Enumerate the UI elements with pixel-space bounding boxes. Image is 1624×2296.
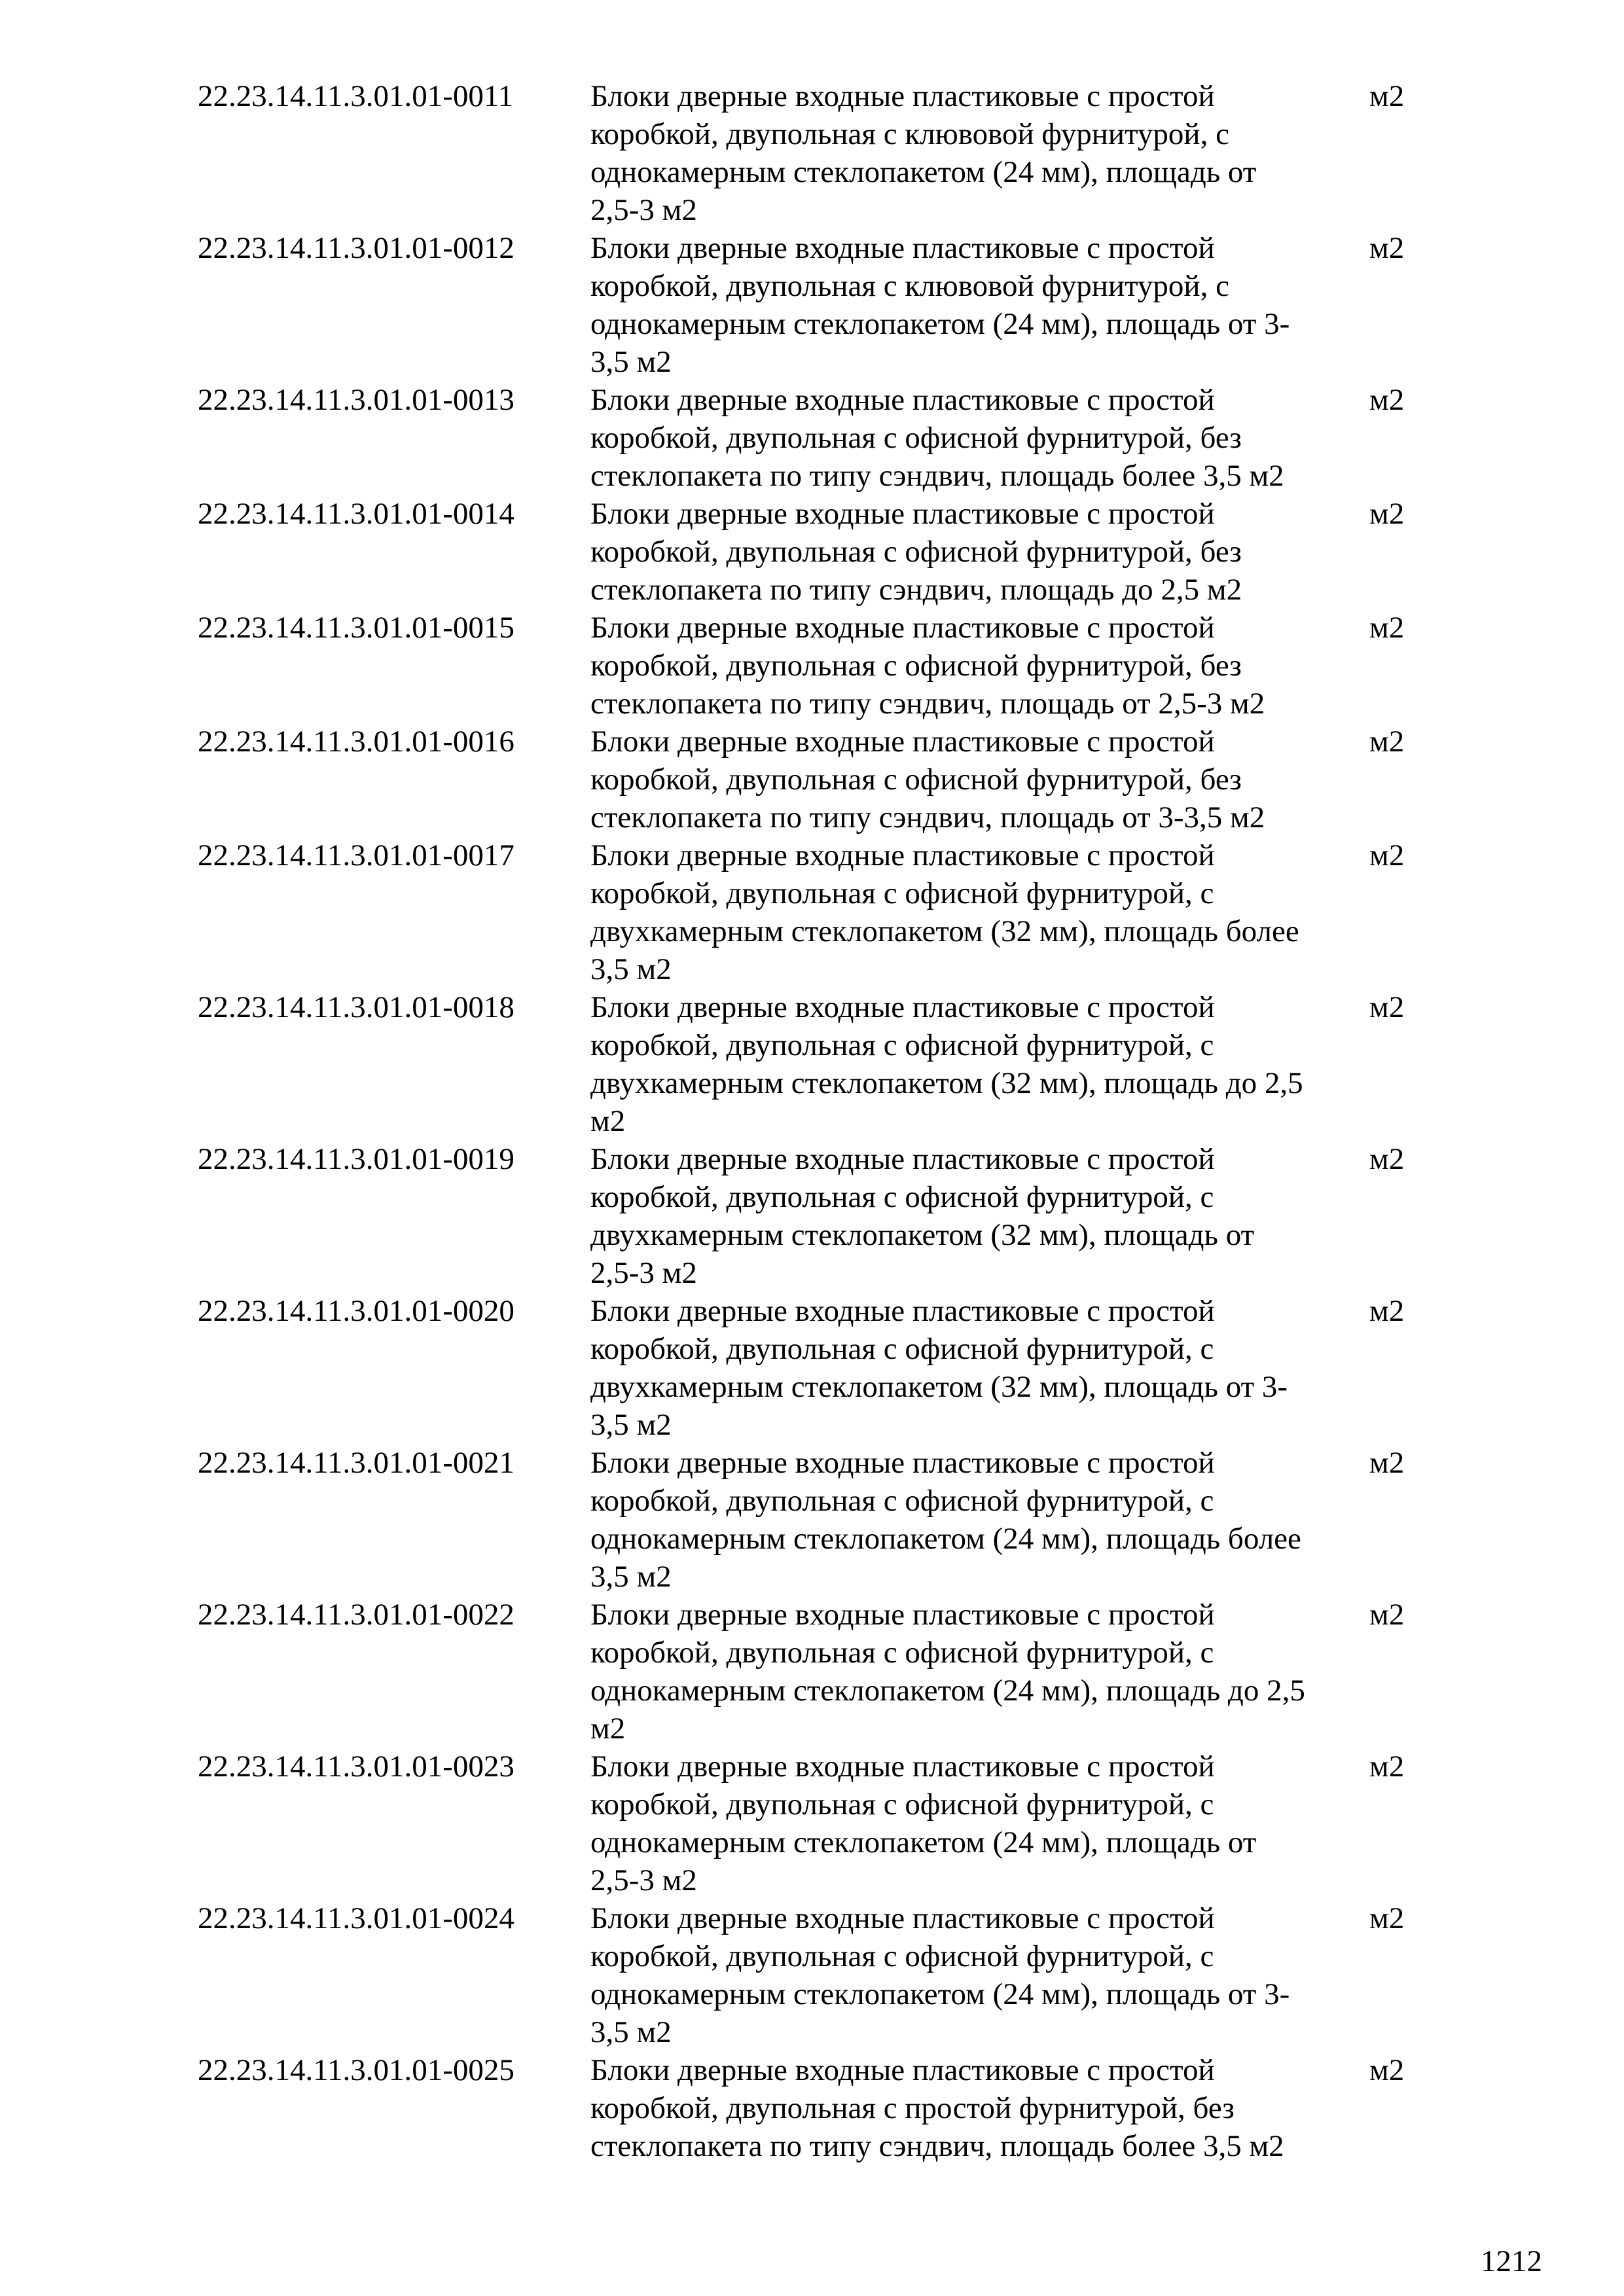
description-line: однокамерным стеклопакетом (24 мм), площадь от 3- bbox=[590, 1977, 1290, 2011]
description-line: Блоки дверные входные пластиковые с простой bbox=[590, 1598, 1215, 1632]
item-unit: м2 bbox=[1369, 1901, 1405, 1935]
description-line: однокамерным стеклопакетом (24 мм), площадь от bbox=[590, 155, 1257, 189]
description-line: Блоки дверные входные пластиковые с простой bbox=[590, 1142, 1215, 1176]
description-line: двухкамерным стеклопакетом (32 мм), площадь более bbox=[590, 914, 1299, 948]
item-unit: м2 bbox=[1369, 1749, 1405, 1784]
table-row bbox=[198, 1748, 1428, 1899]
description-line: 3,5 м2 bbox=[590, 1408, 672, 1442]
description-line: Блоки дверные входные пластиковые с простой bbox=[590, 990, 1215, 1024]
table-row bbox=[198, 1899, 1428, 2051]
description-line: 2,5-3 м2 bbox=[590, 1256, 697, 1290]
item-code: 22.23.14.11.3.01.01-0021 bbox=[198, 1446, 514, 1480]
item-code: 22.23.14.11.3.01.01-0019 bbox=[198, 1142, 514, 1176]
item-unit: м2 bbox=[1369, 1446, 1405, 1480]
description-line: коробкой, двупольная с офисной фурнитурой, без bbox=[590, 535, 1242, 569]
description-line: Блоки дверные входные пластиковые с простой bbox=[590, 383, 1215, 417]
description-line: Блоки дверные входные пластиковые с простой bbox=[590, 79, 1215, 113]
item-code: 22.23.14.11.3.01.01-0016 bbox=[198, 725, 514, 759]
description-line: Блоки дверные входные пластиковые с простой bbox=[590, 231, 1215, 265]
description-line: коробкой, двупольная с офисной фурнитурой, с bbox=[590, 1636, 1214, 1670]
item-code: 22.23.14.11.3.01.01-0012 bbox=[198, 231, 514, 265]
price-list-table bbox=[198, 77, 1428, 2165]
table-row bbox=[198, 836, 1428, 988]
description-line: двухкамерным стеклопакетом (32 мм), площадь от 3- bbox=[590, 1370, 1288, 1404]
item-description bbox=[590, 1140, 1369, 1292]
description-line: м2 bbox=[590, 1712, 626, 1746]
description-line: однокамерным стеклопакетом (24 мм), площадь от bbox=[590, 1825, 1257, 1859]
description-line: стеклопакета по типу сэндвич, площадь до 2,5 м2 bbox=[590, 573, 1242, 607]
description-line: коробкой, двупольная с офисной фурнитурой, без bbox=[590, 762, 1242, 797]
item-description bbox=[590, 1899, 1369, 2051]
description-line: двухкамерным стеклопакетом (32 мм), площадь от bbox=[590, 1218, 1255, 1252]
description-line: 3,5 м2 bbox=[590, 952, 672, 986]
item-unit: м2 bbox=[1369, 2053, 1405, 2087]
item-description bbox=[590, 1444, 1369, 1596]
table-row bbox=[198, 988, 1428, 1140]
item-code: 22.23.14.11.3.01.01-0017 bbox=[198, 838, 514, 872]
item-code: 22.23.14.11.3.01.01-0025 bbox=[198, 2053, 514, 2087]
description-line: Блоки дверные входные пластиковые с простой bbox=[590, 611, 1215, 645]
description-line: Блоки дверные входные пластиковые с простой bbox=[590, 1294, 1215, 1328]
description-line: коробкой, двупольная с офисной фурнитурой, без bbox=[590, 421, 1242, 455]
description-line: Блоки дверные входные пластиковые с простой bbox=[590, 725, 1215, 759]
item-code: 22.23.14.11.3.01.01-0011 bbox=[198, 79, 514, 113]
item-unit: м2 bbox=[1369, 383, 1405, 417]
table-row bbox=[198, 1444, 1428, 1596]
description-line: коробкой, двупольная с простой фурнитурой, без bbox=[590, 2091, 1235, 2125]
item-code: 22.23.14.11.3.01.01-0015 bbox=[198, 611, 514, 645]
item-unit: м2 bbox=[1369, 725, 1405, 759]
item-code: 22.23.14.11.3.01.01-0014 bbox=[198, 497, 514, 531]
item-description bbox=[590, 1748, 1369, 1899]
description-line: стеклопакета по типу сэндвич, площадь более 3,5 м2 bbox=[590, 459, 1284, 493]
item-description bbox=[590, 495, 1369, 609]
item-description bbox=[590, 723, 1369, 836]
item-unit: м2 bbox=[1369, 231, 1405, 265]
description-line: Блоки дверные входные пластиковые с простой bbox=[590, 838, 1215, 872]
description-line: коробкой, двупольная с офисной фурнитурой, с bbox=[590, 1939, 1214, 1973]
item-code: 22.23.14.11.3.01.01-0018 bbox=[198, 990, 514, 1024]
table-row bbox=[198, 2051, 1428, 2165]
item-description bbox=[590, 1292, 1369, 1444]
description-line: 2,5-3 м2 bbox=[590, 1863, 697, 1897]
description-line: коробкой, двупольная с офисной фурнитурой, с bbox=[590, 1787, 1214, 1821]
table-row bbox=[198, 381, 1428, 495]
item-unit: м2 bbox=[1369, 1294, 1405, 1328]
item-description bbox=[590, 381, 1369, 495]
description-line: коробкой, двупольная с офисной фурнитурой, с bbox=[590, 1332, 1214, 1366]
description-line: коробкой, двупольная с клювовой фурнитурой, с bbox=[590, 269, 1229, 303]
description-line: Блоки дверные входные пластиковые с простой bbox=[590, 2053, 1215, 2087]
description-line: коробкой, двупольная с офисной фурнитурой, без bbox=[590, 649, 1242, 683]
page-number: 1212 bbox=[1481, 2244, 1542, 2278]
description-line: однокамерным стеклопакетом (24 мм), площадь от 3- bbox=[590, 307, 1290, 341]
item-unit: м2 bbox=[1369, 838, 1405, 872]
item-description bbox=[590, 229, 1369, 381]
description-line: стеклопакета по типу сэндвич, площадь более 3,5 м2 bbox=[590, 2129, 1284, 2163]
description-line: 2,5-3 м2 bbox=[590, 193, 697, 227]
item-unit: м2 bbox=[1369, 990, 1405, 1024]
item-code: 22.23.14.11.3.01.01-0020 bbox=[198, 1294, 514, 1328]
table-row bbox=[198, 609, 1428, 723]
item-code: 22.23.14.11.3.01.01-0022 bbox=[198, 1598, 514, 1632]
description-line: коробкой, двупольная с офисной фурнитурой, с bbox=[590, 1484, 1214, 1518]
item-description bbox=[590, 836, 1369, 988]
item-description bbox=[590, 609, 1369, 723]
description-line: Блоки дверные входные пластиковые с простой bbox=[590, 497, 1215, 531]
description-line: 3,5 м2 bbox=[590, 1560, 672, 1594]
table-row bbox=[198, 1292, 1428, 1444]
description-line: 3,5 м2 bbox=[590, 345, 672, 379]
description-line: м2 bbox=[590, 1104, 626, 1138]
item-unit: м2 bbox=[1369, 1142, 1405, 1176]
description-line: коробкой, двупольная с клювовой фурнитурой, с bbox=[590, 117, 1229, 151]
description-line: Блоки дверные входные пластиковые с простой bbox=[590, 1901, 1215, 1935]
description-line: Блоки дверные входные пластиковые с простой bbox=[590, 1446, 1215, 1480]
item-description bbox=[590, 77, 1369, 229]
table-row bbox=[198, 1140, 1428, 1292]
description-line: стеклопакета по типу сэндвич, площадь от 2,5-3 м2 bbox=[590, 687, 1265, 721]
item-unit: м2 bbox=[1369, 611, 1405, 645]
table-row bbox=[198, 77, 1428, 229]
description-line: стеклопакета по типу сэндвич, площадь от 3-3,5 м2 bbox=[590, 800, 1265, 834]
item-code: 22.23.14.11.3.01.01-0023 bbox=[198, 1749, 514, 1784]
description-line: коробкой, двупольная с офисной фурнитурой, с bbox=[590, 1028, 1214, 1062]
item-description bbox=[590, 2051, 1369, 2165]
description-line: двухкамерным стеклопакетом (32 мм), площадь до 2,5 bbox=[590, 1066, 1303, 1100]
item-code: 22.23.14.11.3.01.01-0013 bbox=[198, 383, 514, 417]
description-line: Блоки дверные входные пластиковые с простой bbox=[590, 1749, 1215, 1784]
table-row bbox=[198, 495, 1428, 609]
item-description bbox=[590, 988, 1369, 1140]
table-row bbox=[198, 723, 1428, 836]
item-code: 22.23.14.11.3.01.01-0024 bbox=[198, 1901, 514, 1935]
item-unit: м2 bbox=[1369, 1598, 1405, 1632]
description-line: коробкой, двупольная с офисной фурнитурой, с bbox=[590, 876, 1214, 910]
item-unit: м2 bbox=[1369, 79, 1405, 113]
item-unit: м2 bbox=[1369, 497, 1405, 531]
description-line: однокамерным стеклопакетом (24 мм), площадь до 2,5 bbox=[590, 1674, 1305, 1708]
item-description bbox=[590, 1596, 1369, 1748]
description-line: коробкой, двупольная с офисной фурнитурой, с bbox=[590, 1180, 1214, 1214]
table-row bbox=[198, 1596, 1428, 1748]
description-line: 3,5 м2 bbox=[590, 2015, 672, 2049]
description-line: однокамерным стеклопакетом (24 мм), площадь более bbox=[590, 1522, 1301, 1556]
table-row bbox=[198, 229, 1428, 381]
